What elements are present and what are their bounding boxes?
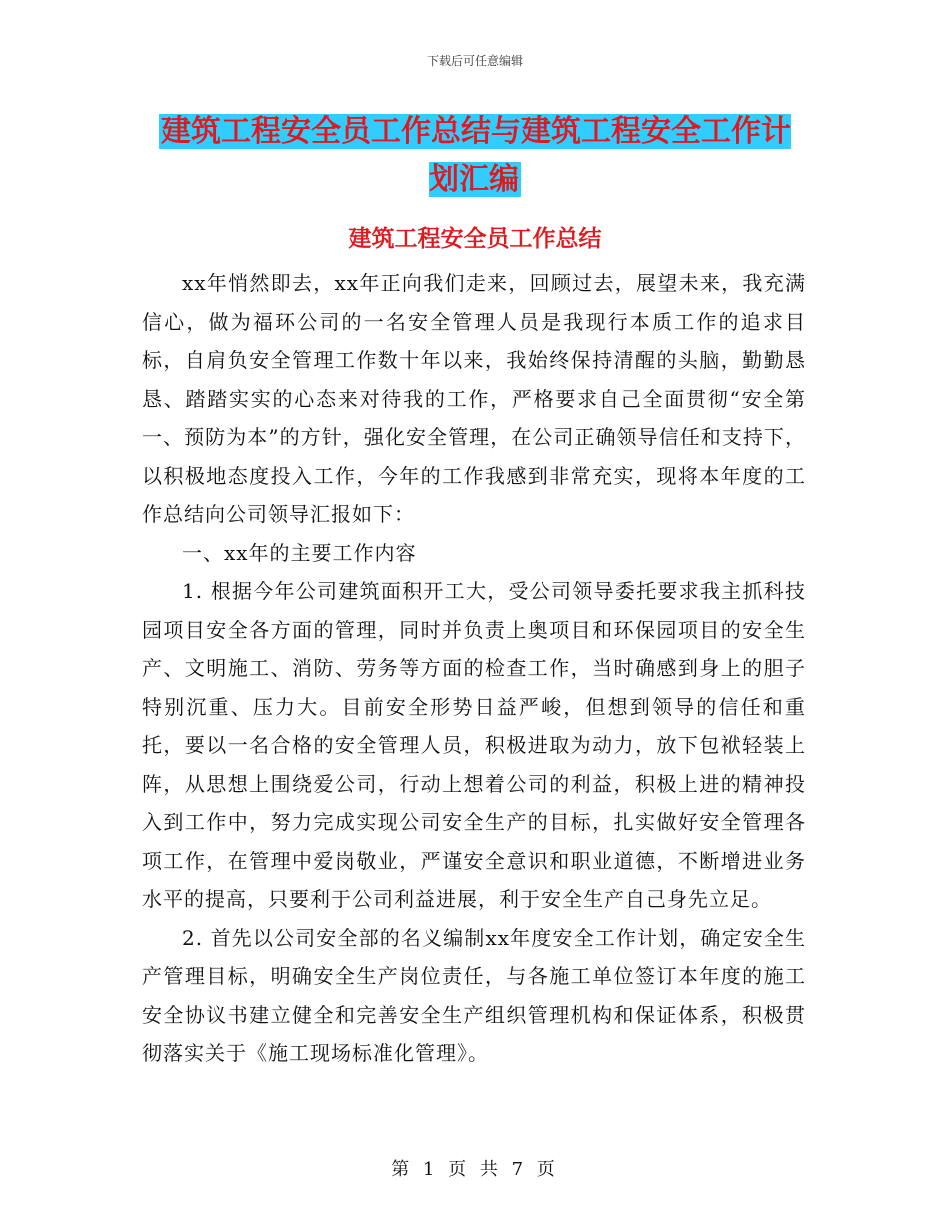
paragraph-item-1: 1. 根据今年公司建筑面积开工大，受公司领导委托要求我主抓科技园项目安全各方面的管理，同时并负责上奥项目和环保园项目的安全生产、文明施工、消防、劳务等方面的检查工作，当时确感到身上的胆子特别沉重、压力大。目前安全形势日益严峻，但想到领导的信任和重托，要以一名合格的安全管理人员，积极进取为动力，放下包袱轻装上阵，从思想上围绕爱公司，行动上想着公司的利益，积极上进的精神投入到工作中，努力完成实现公司安全生产的目标，扎实做好安全管理各项工作，在管理中爱岗敬业，严谨安全意识和职业道德，不断增进业务水平的提高，只要利于公司利益进展，利于安全生产自己身先立足。 [142,579,806,911]
document-title [150,108,800,204]
paragraph-item-2: 2. 首先以公司安全部的名义编制xx年度安全工作计划，确定安全生产管理目标，明确安全生产岗位责任，与各施工单位签订本年度的施工安全协议书建立健全和完善安全生产组织管理机构和保证体系，积极贯彻落实关于《施工现场标准化管理》。 [142,925,806,1065]
paragraph-heading-main-work: 一、xx年的主要工作内容 [182,540,417,565]
header-note: 下载后可任意编辑 [426,54,523,68]
section-title: 建筑工程安全员工作总结 [348,226,602,252]
paragraph-intro: xx年悄然即去，xx年正向我们走来，回顾过去，展望未来，我充满信心，做为福环公司的一名安全管理人员是我现行本质工作的追求目标，自肩负安全管理工作数十年以来，我始终保持清醒的头脑，勤勤恳恳、踏踏实实的心态来对待我的工作，严格要求自己全面贯彻“安全第一、预防为本”的方针，强化安全管理，在公司正确领导信任和支持下，以积极地态度投入工作，今年的工作我感到非常充实，现将本年度的工作总结向公司领导汇报如下： [142,271,806,526]
document-body [142,264,806,1073]
document-title-text: 建筑工程安全员工作总结与建筑工程安全工作计划汇编 [161,114,791,197]
page-footer: 第 1 页 共 7 页 [391,1159,559,1180]
